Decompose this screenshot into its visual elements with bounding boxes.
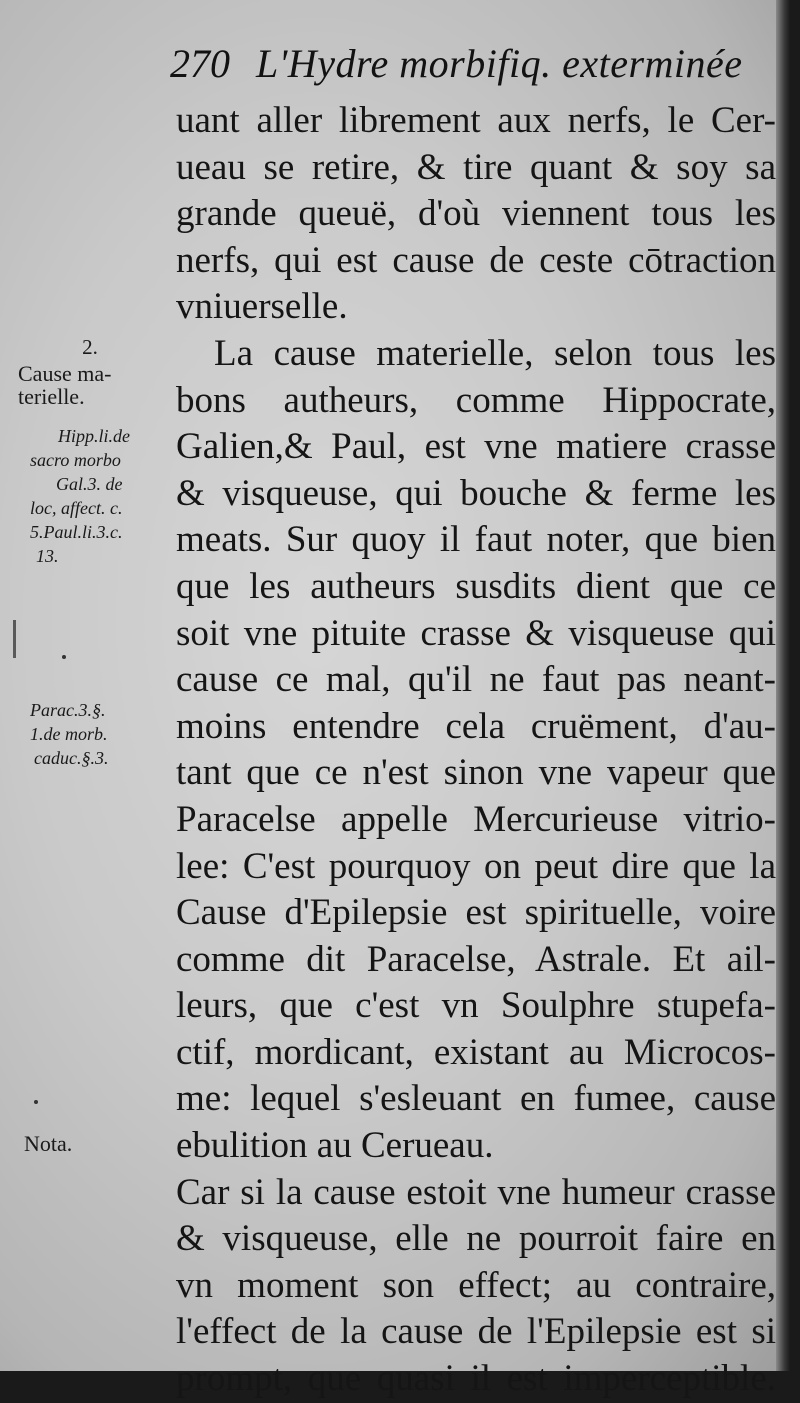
margin-note-nota: Nota.	[24, 1131, 73, 1156]
margin-ref-line: Hipp.li.de	[58, 426, 130, 446]
text-line: tant que ce n'est sinon vne vapeur que	[176, 752, 776, 794]
text-line: Paracelse appelle Mercurieuse vitrio-	[176, 798, 776, 840]
text-line: soit vne pituite crasse & visqueuse qui	[176, 612, 776, 654]
text-line: l'effect de la cause de l'Epilepsie est si	[176, 1311, 776, 1353]
text-line: leurs, que c'est vn Soulphre stupefa-	[176, 985, 776, 1027]
text-line: uant aller librement aux nerfs, le Cer-	[176, 100, 776, 141]
text-line: cause ce mal, qu'il ne faut pas neant-	[176, 659, 776, 701]
text-line: moins entendre cela cruëment, d'au-	[176, 705, 776, 747]
margin-note-number: 2.	[82, 335, 98, 359]
page-gutter-edge	[776, 0, 790, 1371]
text-line: Cause d'Epilepsie est spirituelle, voire	[176, 892, 776, 934]
margin-ref-line: 5.Paul.li.3.c.	[30, 522, 123, 542]
margin-note-cause-materielle	[18, 362, 168, 408]
text-line: nerfs, qui est cause de ceste cōtraction	[176, 239, 776, 281]
running-header	[170, 40, 780, 98]
text-line: ebulition au Cerueau.	[176, 1125, 494, 1167]
text-line: & visqueuse, qui bouche & ferme les	[176, 472, 776, 514]
margin-ref-line: Parac.3.§.	[30, 700, 106, 720]
margin-note-paracelsus-ref	[30, 698, 180, 770]
text-line: La cause materielle, selon tous les	[214, 332, 776, 374]
text-line: que les autheurs susdits dient que ce	[176, 565, 776, 607]
ink-speck	[34, 1100, 38, 1104]
margin-ref-line: sacro morbo	[30, 450, 121, 470]
page-number: 270	[170, 41, 230, 86]
text-line: & visqueuse, elle ne pourroit faire en	[176, 1218, 776, 1260]
margin-ref-line: 1.de morb.	[30, 724, 108, 744]
text-line: vn moment son effect; au contraire,	[176, 1264, 776, 1306]
margin-ref-line: caduc.§.3.	[34, 748, 109, 768]
running-title: L'Hydre morbifiq. exterminée	[256, 41, 743, 86]
margin-note-hippocrates-ref	[30, 424, 180, 568]
text-line: vniuerselle.	[176, 286, 348, 328]
text-line: ctif, mordicant, existant au Microcos-	[176, 1031, 776, 1073]
margin-ref-line: Gal.3. de	[56, 474, 123, 494]
text-line: comme dit Paracelse, Astrale. Et ail-	[176, 938, 776, 980]
margin-note-line: Cause ma-	[18, 361, 112, 386]
margin-ref-line: 13.	[36, 546, 59, 566]
text-line: lee: C'est pourquoy on peut dire que la	[176, 845, 776, 887]
text-line: Car si la cause estoit vne humeur crasse	[176, 1171, 776, 1213]
text-line: grande queuë, d'où viennent tous les	[176, 193, 776, 235]
margin-ref-line: loc, affect. c.	[30, 498, 123, 518]
body-text	[176, 98, 776, 1403]
text-line: ueau se retire, & tire quant & soy sa	[176, 146, 776, 188]
margin-note-line: terielle.	[18, 384, 85, 409]
text-line: me: lequel s'esleuant en fumee, cause	[176, 1078, 776, 1120]
text-line: Galien,& Paul, est vne matiere crasse	[176, 426, 776, 468]
text-line: prompt, que quasi il est imperceptible.	[176, 1358, 776, 1400]
text-line: meats. Sur quoy il faut noter, que bien	[176, 519, 776, 561]
text-line: bons autheurs, comme Hippocrate,	[176, 379, 776, 421]
ink-speck	[62, 655, 66, 659]
scratch-mark	[13, 620, 16, 658]
